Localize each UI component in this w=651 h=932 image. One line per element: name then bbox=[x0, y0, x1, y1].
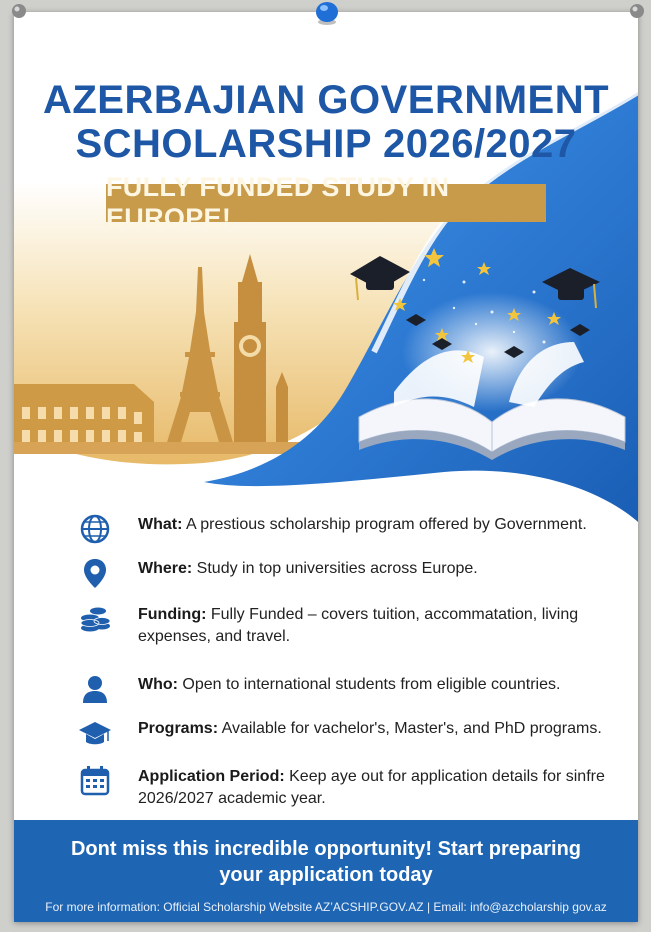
calendar-icon bbox=[78, 764, 112, 798]
item-text: Who: Open to international students from eligible countries. bbox=[138, 676, 561, 693]
person-icon bbox=[78, 672, 112, 706]
location-pin-icon bbox=[78, 556, 112, 590]
page-title: AZERBAJIAN GOVERNMENT SCHOLARSHIP 2026/2027 bbox=[42, 78, 610, 166]
contact-info-text: For more information: Official Scholarship Website AZ’ACSHIP.GOV.AZ | Email: info@azcholarship gov.az bbox=[45, 900, 607, 914]
globe-icon bbox=[78, 512, 112, 546]
item-text: Where: Study in top universities across Europe. bbox=[138, 560, 478, 577]
item-text: What: A prestious scholarship program offered by Government. bbox=[138, 516, 587, 533]
item-text: Application Period: Keep aye out for application details for sinfre 2026/2027 academic year. bbox=[138, 768, 605, 807]
pin-icon bbox=[10, 2, 28, 20]
banner-text: FULLY FUNDED STUDY IN EUROPE! bbox=[106, 172, 450, 233]
graduation-cap-icon bbox=[78, 716, 112, 750]
footer-banner bbox=[14, 820, 638, 922]
call-to-action-text: Dont miss this incredible opportunity! Start preparing your application today bbox=[70, 838, 582, 886]
push-pin-icon bbox=[312, 0, 342, 26]
pin-icon bbox=[628, 2, 646, 20]
headline-banner bbox=[106, 172, 546, 233]
item-text: Programs: Available for vachelor's, Master's, and PhD programs. bbox=[138, 720, 602, 737]
coins-icon bbox=[78, 602, 112, 636]
scholarship-poster bbox=[14, 12, 638, 922]
item-text: Funding: Fully Funded – covers tuition, accommatation, living expenses, and travel. bbox=[138, 606, 579, 645]
